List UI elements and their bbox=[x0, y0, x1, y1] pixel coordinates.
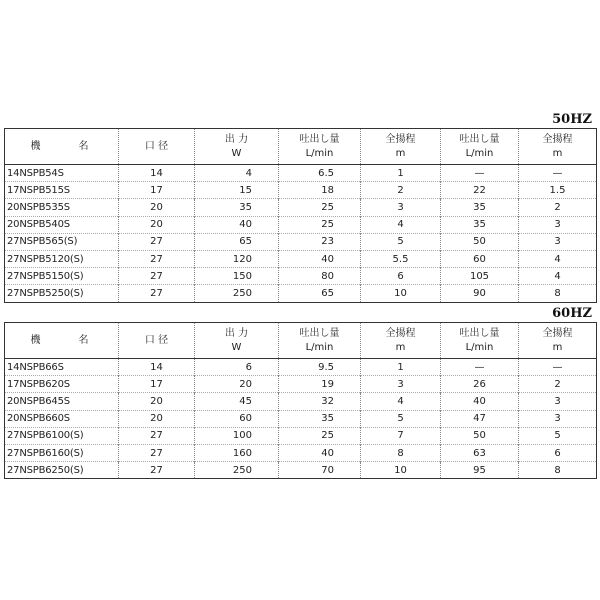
cell-output: 250 bbox=[195, 285, 279, 302]
table-row bbox=[5, 393, 597, 410]
cell-head-2: 5 bbox=[519, 427, 597, 444]
table-row bbox=[5, 427, 597, 444]
spec-table-60hz bbox=[4, 322, 597, 479]
frequency-label-60hz: 60HZ bbox=[552, 306, 592, 321]
header-bore: 口 径 bbox=[119, 129, 195, 165]
cell-flow: 23 bbox=[279, 233, 361, 250]
cell-head: 8 bbox=[361, 444, 441, 461]
cell-bore: 20 bbox=[119, 216, 195, 233]
cell-head: 5 bbox=[361, 410, 441, 427]
cell-output: 60 bbox=[195, 410, 279, 427]
cell-model: 27NSPB565(S) bbox=[5, 233, 119, 250]
cell-model: 27NSPB5120(S) bbox=[5, 250, 119, 267]
cell-output: 6 bbox=[195, 359, 279, 376]
cell-flow: 40 bbox=[279, 250, 361, 267]
cell-model: 20NSPB660S bbox=[5, 410, 119, 427]
cell-head: 1 bbox=[361, 359, 441, 376]
cell-head-2: 2 bbox=[519, 199, 597, 216]
cell-head-2: — bbox=[519, 165, 597, 182]
cell-head-2: 3 bbox=[519, 216, 597, 233]
cell-output: 250 bbox=[195, 462, 279, 479]
table-header-row bbox=[5, 323, 597, 359]
cell-head: 6 bbox=[361, 268, 441, 285]
header-head-2: 全揚程 m bbox=[519, 323, 597, 359]
cell-output: 100 bbox=[195, 427, 279, 444]
cell-model: 14NSPB66S bbox=[5, 359, 119, 376]
cell-flow-2: 105 bbox=[441, 268, 519, 285]
cell-output: 65 bbox=[195, 233, 279, 250]
cell-flow: 25 bbox=[279, 427, 361, 444]
cell-flow-2: 90 bbox=[441, 285, 519, 302]
cell-model: 17NSPB515S bbox=[5, 182, 119, 199]
cell-flow-2: — bbox=[441, 165, 519, 182]
cell-model: 20NSPB535S bbox=[5, 199, 119, 216]
header-head-2: 全揚程 m bbox=[519, 129, 597, 165]
cell-head-2: 8 bbox=[519, 285, 597, 302]
cell-output: 20 bbox=[195, 376, 279, 393]
cell-bore: 27 bbox=[119, 462, 195, 479]
cell-head: 7 bbox=[361, 427, 441, 444]
cell-flow: 6.5 bbox=[279, 165, 361, 182]
cell-bore: 20 bbox=[119, 393, 195, 410]
cell-model: 14NSPB54S bbox=[5, 165, 119, 182]
header-head: 全揚程 m bbox=[361, 323, 441, 359]
header-model: 機 名 bbox=[5, 129, 119, 165]
header-output: 出 力 W bbox=[195, 323, 279, 359]
cell-flow: 40 bbox=[279, 444, 361, 461]
cell-bore: 27 bbox=[119, 233, 195, 250]
cell-flow-2: 35 bbox=[441, 199, 519, 216]
cell-head: 2 bbox=[361, 182, 441, 199]
cell-head-2: 4 bbox=[519, 268, 597, 285]
cell-head: 4 bbox=[361, 393, 441, 410]
cell-output: 35 bbox=[195, 199, 279, 216]
table-row bbox=[5, 359, 597, 376]
table-header-row bbox=[5, 129, 597, 165]
cell-output: 15 bbox=[195, 182, 279, 199]
cell-bore: 20 bbox=[119, 199, 195, 216]
cell-bore: 17 bbox=[119, 376, 195, 393]
cell-head-2: 6 bbox=[519, 444, 597, 461]
cell-head-2: 4 bbox=[519, 250, 597, 267]
cell-model: 17NSPB620S bbox=[5, 376, 119, 393]
cell-flow: 32 bbox=[279, 393, 361, 410]
cell-flow: 65 bbox=[279, 285, 361, 302]
table-row bbox=[5, 165, 597, 182]
header-head: 全揚程 m bbox=[361, 129, 441, 165]
cell-flow: 9.5 bbox=[279, 359, 361, 376]
cell-head: 5 bbox=[361, 233, 441, 250]
cell-output: 120 bbox=[195, 250, 279, 267]
cell-model: 27NSPB6160(S) bbox=[5, 444, 119, 461]
cell-bore: 27 bbox=[119, 268, 195, 285]
header-bore: 口 径 bbox=[119, 323, 195, 359]
cell-head: 5.5 bbox=[361, 250, 441, 267]
table-row bbox=[5, 199, 597, 216]
cell-bore: 27 bbox=[119, 427, 195, 444]
cell-output: 150 bbox=[195, 268, 279, 285]
header-flow: 吐出し量 L/min bbox=[279, 323, 361, 359]
table-row bbox=[5, 444, 597, 461]
table-row bbox=[5, 376, 597, 393]
table-row bbox=[5, 233, 597, 250]
cell-flow-2: 35 bbox=[441, 216, 519, 233]
cell-head: 10 bbox=[361, 285, 441, 302]
cell-bore: 27 bbox=[119, 250, 195, 267]
cell-output: 160 bbox=[195, 444, 279, 461]
cell-flow: 19 bbox=[279, 376, 361, 393]
cell-flow-2: — bbox=[441, 359, 519, 376]
frequency-label-50hz: 50HZ bbox=[552, 112, 592, 127]
cell-bore: 20 bbox=[119, 410, 195, 427]
cell-head: 1 bbox=[361, 165, 441, 182]
cell-head: 10 bbox=[361, 462, 441, 479]
cell-flow: 25 bbox=[279, 216, 361, 233]
cell-flow: 80 bbox=[279, 268, 361, 285]
table-row bbox=[5, 182, 597, 199]
cell-flow-2: 95 bbox=[441, 462, 519, 479]
cell-head: 4 bbox=[361, 216, 441, 233]
cell-bore: 27 bbox=[119, 285, 195, 302]
cell-bore: 27 bbox=[119, 444, 195, 461]
cell-head-2: 3 bbox=[519, 410, 597, 427]
cell-flow-2: 40 bbox=[441, 393, 519, 410]
table-row bbox=[5, 462, 597, 479]
cell-flow-2: 50 bbox=[441, 427, 519, 444]
cell-flow: 70 bbox=[279, 462, 361, 479]
cell-flow-2: 60 bbox=[441, 250, 519, 267]
table-row bbox=[5, 268, 597, 285]
cell-bore: 17 bbox=[119, 182, 195, 199]
cell-model: 27NSPB6250(S) bbox=[5, 462, 119, 479]
header-flow: 吐出し量 L/min bbox=[279, 129, 361, 165]
table-row bbox=[5, 216, 597, 233]
cell-head-2: 2 bbox=[519, 376, 597, 393]
cell-bore: 14 bbox=[119, 359, 195, 376]
cell-flow-2: 47 bbox=[441, 410, 519, 427]
cell-head-2: 3 bbox=[519, 393, 597, 410]
cell-output: 4 bbox=[195, 165, 279, 182]
cell-head-2: 1.5 bbox=[519, 182, 597, 199]
cell-flow-2: 50 bbox=[441, 233, 519, 250]
cell-head-2: — bbox=[519, 359, 597, 376]
cell-flow-2: 22 bbox=[441, 182, 519, 199]
cell-model: 27NSPB6100(S) bbox=[5, 427, 119, 444]
cell-model: 20NSPB645S bbox=[5, 393, 119, 410]
table-row bbox=[5, 410, 597, 427]
cell-output: 40 bbox=[195, 216, 279, 233]
cell-bore: 14 bbox=[119, 165, 195, 182]
header-flow-2: 吐出し量 L/min bbox=[441, 129, 519, 165]
table-row bbox=[5, 250, 597, 267]
table-row bbox=[5, 285, 597, 302]
header-model: 機 名 bbox=[5, 323, 119, 359]
cell-head: 3 bbox=[361, 376, 441, 393]
cell-output: 45 bbox=[195, 393, 279, 410]
cell-head-2: 3 bbox=[519, 233, 597, 250]
cell-flow-2: 26 bbox=[441, 376, 519, 393]
cell-flow: 18 bbox=[279, 182, 361, 199]
cell-head-2: 8 bbox=[519, 462, 597, 479]
cell-flow: 25 bbox=[279, 199, 361, 216]
cell-flow: 35 bbox=[279, 410, 361, 427]
header-flow-2: 吐出し量 L/min bbox=[441, 323, 519, 359]
cell-head: 3 bbox=[361, 199, 441, 216]
spec-table-50hz bbox=[4, 128, 597, 303]
cell-model: 27NSPB5150(S) bbox=[5, 268, 119, 285]
cell-model: 27NSPB5250(S) bbox=[5, 285, 119, 302]
cell-model: 20NSPB540S bbox=[5, 216, 119, 233]
header-output: 出 力 W bbox=[195, 129, 279, 165]
cell-flow-2: 63 bbox=[441, 444, 519, 461]
